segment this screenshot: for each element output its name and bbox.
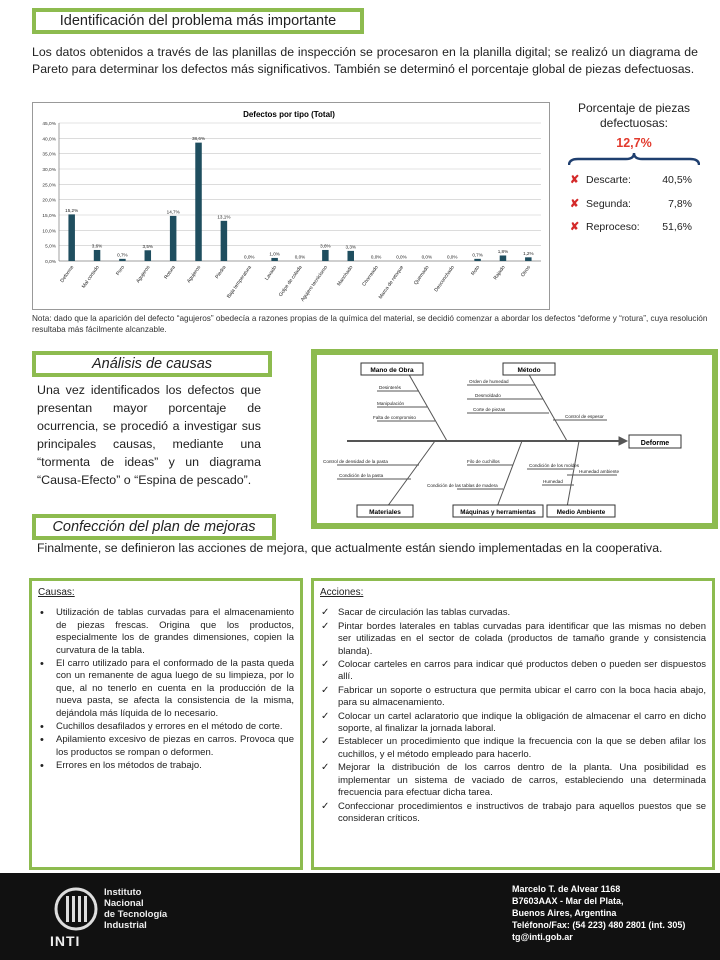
chart-bar <box>322 250 329 261</box>
fishbone-cause: Control de espesor <box>565 414 604 419</box>
x-tick-label: Piedra <box>214 264 228 280</box>
chart-bar <box>145 250 152 261</box>
x-tick-label: Deforme <box>59 264 76 284</box>
fishbone-diagram <box>311 349 718 529</box>
fishbone-cause: Humedad <box>543 479 563 484</box>
percentage-row-value: 51,6% <box>662 220 692 233</box>
institute-line: de Tecnología <box>104 909 168 920</box>
x-tick-label: Rotura <box>163 264 177 281</box>
bar-value-label: 38,6% <box>192 136 206 142</box>
y-tick-label: 25,0% <box>42 183 56 189</box>
y-tick-label: 20,0% <box>42 198 56 204</box>
institute-line: Industrial <box>104 920 147 931</box>
x-tick-label: Golpe de colada <box>277 264 304 298</box>
pareto-chart <box>32 102 550 310</box>
fishbone-cause: Corte de piezas <box>473 407 506 412</box>
acciones-list <box>320 607 706 825</box>
chart-bar <box>474 259 481 261</box>
acciones-item: ✓ Sacar de circulación las tablas curvadas. <box>320 607 706 619</box>
acciones-heading: Acciones: <box>320 587 364 598</box>
address-line: B7603AAX - Mar del Plata, <box>512 896 624 906</box>
acciones-item: ✓ Establecer un procedimiento que indique la frecuencia con la que se deben afilar los cuchillos, y el método empleado para hacerlo. <box>320 736 706 761</box>
x-tick-label: Roto <box>470 264 482 277</box>
chart-bar <box>68 214 75 261</box>
fishbone-cat-materiales: Materiales <box>369 509 401 516</box>
fishbone-cat-metodo: Método <box>517 367 541 374</box>
x-tick-label: Chorreado <box>361 264 380 288</box>
chart-bar <box>500 255 507 261</box>
causas-item: • Errores en los métodos de trabajo. <box>38 760 294 772</box>
bar-value-label: 0,0% <box>244 254 255 260</box>
section-title-causas <box>32 351 272 377</box>
cross-icon: ✘ <box>570 198 580 210</box>
chart-bar <box>195 143 202 261</box>
bar-value-label: 15,2% <box>65 207 79 213</box>
x-tick-label: Lavado <box>263 264 279 282</box>
fishbone-cause: Desinterés <box>379 385 401 390</box>
fishbone-cause: Condición de los moldes <box>529 463 580 468</box>
fishbone-svg <box>317 355 712 523</box>
chart-bar <box>94 250 101 261</box>
percentage-value: 12,7% <box>616 136 652 150</box>
intro-paragraph: Los datos obtenidos a través de las planillas de inspección se procesaron en la planilla digital; se realizó un diagrama de Pareto para determinar los defectos más significativos. También se determinó el porcentaje global de piezas defectuosas. <box>32 45 698 76</box>
address-line: Buenos Aires, Argentina <box>512 908 617 918</box>
chart-bar <box>170 216 177 261</box>
bar-value-label: 13,1% <box>217 214 231 220</box>
x-tick-label: Agujero tecnicismo <box>299 264 330 303</box>
x-tick-label: Rajado <box>492 264 507 282</box>
section-title-text: Confección del plan de mejoras <box>52 519 256 535</box>
percentage-row <box>570 220 692 233</box>
chart-bar <box>347 251 354 261</box>
fishbone-cause: Falta de compromiso <box>373 415 416 420</box>
fishbone-cause: Humedad ambiente <box>579 469 620 474</box>
bar-value-label: 3,6% <box>91 243 103 249</box>
percentage-row-label: Reproceso: <box>586 220 640 233</box>
bar-value-label: 0,0% <box>396 254 407 260</box>
section-title-text: Identificación del problema más importante <box>59 13 337 29</box>
causas-list <box>38 607 294 772</box>
causas-item: • El carro utilizado para el conformado de la pasta queda con un remanente de agua luego de su limpieza, por lo que, al no tenerlo en cuenta en la producción de la nueva pasta, se afecta la consistencia de la misma, dejándola más líquida de lo necesario. <box>38 658 294 720</box>
chart-bar <box>119 259 126 261</box>
y-tick-label: 10,0% <box>42 229 56 235</box>
institute-name <box>104 887 167 931</box>
percentage-row <box>570 173 692 186</box>
bar-value-label: 1,0% <box>269 251 280 257</box>
institute-line: Nacional <box>104 898 144 909</box>
percentage-row-label: Descarte: <box>586 173 631 186</box>
inti-logo-icon <box>54 887 98 931</box>
bar-value-label: 3,3% <box>345 244 356 250</box>
y-tick-label: 5,0% <box>45 244 56 250</box>
institute-line: Instituto <box>104 887 142 898</box>
inti-logo-text: INTI <box>50 933 81 949</box>
y-tick-label: 35,0% <box>42 152 56 158</box>
percentage-row-value: 40,5% <box>662 173 692 186</box>
fishbone-cause: Condición de las tablas de madera <box>427 483 498 488</box>
causas-item: • Apilamiento excesivo de piezas en carros. Provoca que los productos se rompan o deformen. <box>38 734 294 759</box>
bar-value-label: 0,7% <box>472 252 483 258</box>
acciones-item: ✓ Pintar bordes laterales en tablas curvadas para identificar que las mismas no deben ser utilizadas en el sector de colada (productos de tamaño grande y consistencia blanda). <box>320 621 706 658</box>
bar-value-label: 0,0% <box>294 254 306 260</box>
y-tick-label: 0,0% <box>45 260 56 265</box>
fishbone-cause: Filo de cuchillos <box>467 459 500 464</box>
cross-icon: ✘ <box>570 221 580 233</box>
fishbone-cat-mano-de-obra: Mano de Obra <box>370 367 414 374</box>
causas-item: • Cuchillos desafilados y errores en el método de corte. <box>38 721 294 733</box>
chart-bar <box>525 257 532 261</box>
percentage-title: Porcentaje de piezas defectuosas: <box>577 101 691 130</box>
x-tick-label: Mal cortado <box>80 264 101 290</box>
section-title-plan <box>32 514 276 540</box>
percentage-brace <box>568 152 700 166</box>
address-block <box>512 883 685 943</box>
bar-value-label: 0,0% <box>421 254 433 260</box>
acciones-item: ✓ Colocar carteles en carros para indicar qué productos deben o pueden ser dispuestos allí. <box>320 659 706 684</box>
causas-heading: Causas: <box>38 587 75 598</box>
acciones-box <box>311 578 715 870</box>
acciones-item: ✓ Fabricar un soporte o estructura que permita ubicar el carro con la boca hacia abajo, para su almacenamiento. <box>320 685 706 710</box>
bar-value-label: 3,6% <box>320 243 331 249</box>
acciones-item: ✓ Mejorar la distribución de los carros dentro de la planta. Una posibilidad es implementar un sistema de vaciado de carros, estableciendo una determinada frecuencia para efectuar dicha tarea. <box>320 762 706 799</box>
chart-title: Defectos por tipo (Total) <box>243 110 335 119</box>
bar-value-label: 0,0% <box>370 254 382 260</box>
bar-value-label: 1,2% <box>523 250 534 256</box>
chart-note: Nota: dado que la aparición del defecto “agujeros” obedecía a razones propias de la química del material, se decidió comenzar a abordar los defectos “deforme y “rotura”, cuya resolución resultaba más fácilmente alcanzable. <box>32 314 708 334</box>
section-title-text: Análisis de causas <box>91 356 213 372</box>
section-title-problema <box>32 8 364 34</box>
bar-value-label: 1,8% <box>497 248 509 254</box>
fishbone-effect: Deforme <box>640 440 670 447</box>
fishbone-cause: Manipulación <box>377 401 405 406</box>
x-tick-label: Quemado <box>412 264 431 287</box>
fishbone-cause: Control de densidad de la pasta <box>323 459 388 464</box>
chart-bar <box>221 221 228 261</box>
fishbone-cat-maquinas: Máquinas y herramientas <box>460 509 536 516</box>
x-tick-label: Agujeros <box>185 264 203 285</box>
pareto-chart-svg <box>33 103 549 309</box>
address-line: Teléfono/Fax: (54 223) 480 2801 (int. 305) <box>512 920 686 930</box>
acciones-item: ✓ Colocar un cartel aclaratorio que indique la obligación de almacenar el carro en dicho soporte, al finalizar la jornada laboral. <box>320 711 706 736</box>
acciones-item: ✓ Confeccionar procedimientos e instructivos de trabajo para aquellos puestos que se consideran críticos. <box>320 801 706 826</box>
fishbone-cause: Desmoldado <box>475 393 501 398</box>
causas-paragraph: Una vez identificados los defectos que presentan mayor porcentaje de ocurrencia, se procedió a investigar sus principales causas, mediante una “tormenta de ideas” y un diagrama “Causa-Efecto” o “Espina de pescado”. <box>37 383 261 487</box>
causas-item: • Utilización de tablas curvadas para el almacenamiento de piezas frescas. Origina que los productos, especialmente los de grandes dimensiones, copien la curvatura de la tabla. <box>38 607 294 657</box>
y-tick-label: 30,0% <box>42 168 56 173</box>
fishbone-cat-medio-ambiente: Medio Ambiente <box>556 509 606 516</box>
x-tick-label: Baja temperatura <box>225 264 253 300</box>
percentage-row-label: Segunda: <box>586 197 631 210</box>
y-tick-label: 15,0% <box>42 214 56 219</box>
bar-value-label: 0,7% <box>117 252 128 258</box>
chart-bar <box>271 258 278 261</box>
address-line: Marcelo T. de Alvear 1168 <box>512 884 621 894</box>
x-tick-label: Marca de retoque <box>377 264 406 301</box>
x-tick-label: Otros <box>520 264 532 279</box>
email-link[interactable]: tg@inti.gob.ar <box>512 932 573 942</box>
bar-value-label: 3,5% <box>142 243 154 249</box>
bar-value-label: 14,7% <box>166 209 180 215</box>
fishbone-cause: Condición de la pasta <box>339 473 384 478</box>
x-tick-label: Poro <box>115 264 127 277</box>
fishbone-cause: Orden de humedad <box>469 379 509 384</box>
percentage-row-value: 7,8% <box>668 197 692 210</box>
cross-icon: ✘ <box>570 174 580 186</box>
x-tick-label: Desconchado <box>433 264 456 294</box>
footer <box>0 873 720 960</box>
plan-paragraph: Finalmente, se definieron las acciones de mejora, que actualmente están siendo implementadas en la cooperativa. <box>37 541 663 555</box>
bar-value-label: 0,0% <box>446 254 458 260</box>
x-tick-label: Manchado <box>336 264 355 288</box>
y-tick-label: 45,0% <box>42 122 56 127</box>
y-tick-label: 40,0% <box>42 137 56 143</box>
x-tick-label: Agujeros <box>135 264 152 285</box>
percentage-row <box>570 197 692 210</box>
causas-box <box>29 578 303 870</box>
